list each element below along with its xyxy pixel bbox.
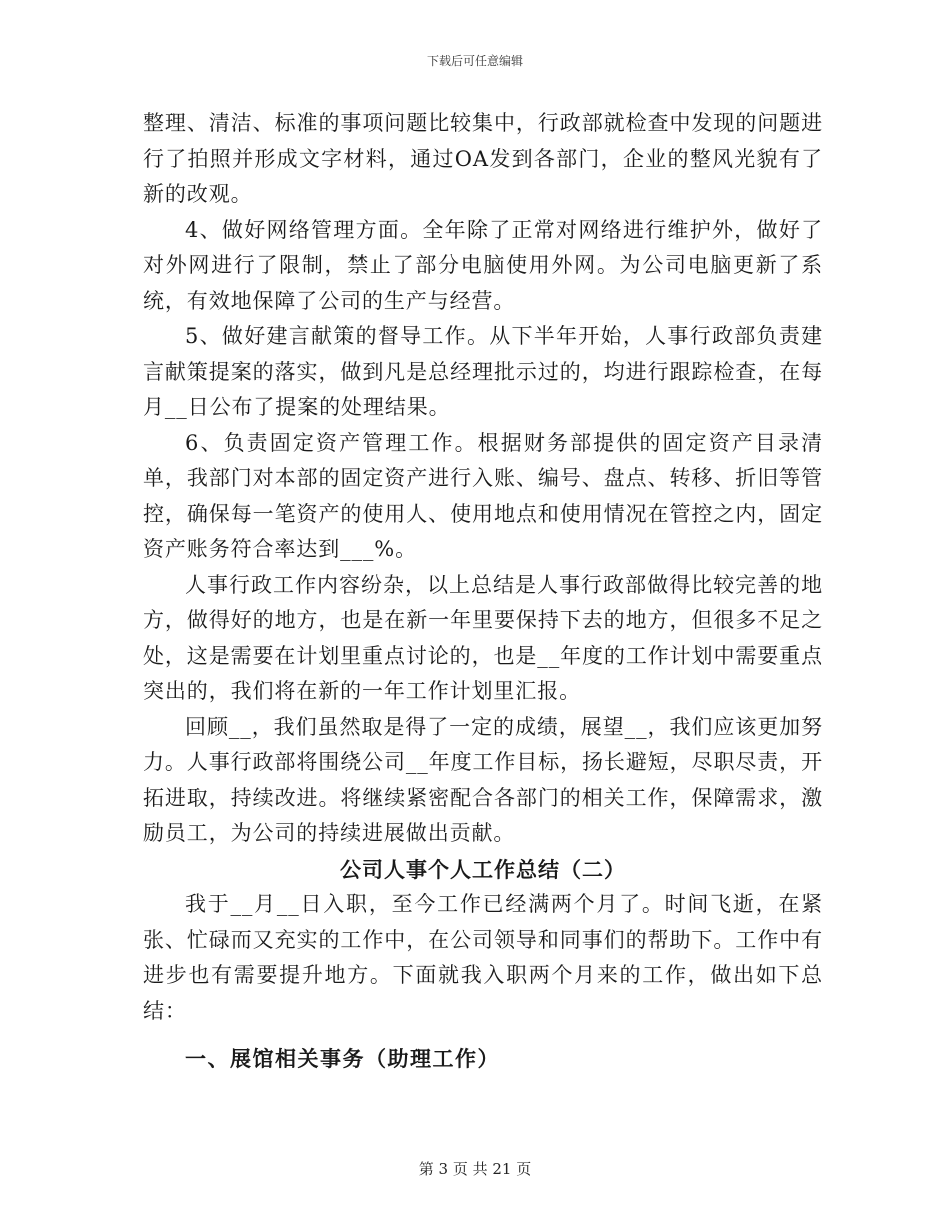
paragraph-item-5: 5、做好建言献策的督导工作。从下半年开始，人事行政部负责建言献策提案的落实，做到凡是总经理批示过的，均进行跟踪检查，在每月__日公布了提案的处理结果。 xyxy=(143,324,823,419)
paragraph-review: 回顾__，我们虽然取是得了一定的成绩，展望__，我们应该更加努力。人事行政部将围绕公司__年度工作目标，扬长避短，尽职尽责，开拓进取，持续改进。将继续紧密配合各部门的相关工作，保障需求，激励员工，为公司的持续进展做出贡献。 xyxy=(143,714,823,845)
subheading: 一、展馆相关事务（助理工作） xyxy=(185,1046,500,1071)
paragraph-continuation: 整理、清洁、标准的事项问题比较集中，行政部就检查中发现的问题进行了拍照并形成文字材料，通过OA发到各部门，企业的整风光貌有了新的改观。 xyxy=(143,111,823,206)
page-header: 下载后可任意编辑 xyxy=(426,54,523,68)
paragraph-item-6: 6、负责固定资产管理工作。根据财务部提供的固定资产目录清单，我部门对本部的固定资产进行入账、编号、盘点、转移、折旧等管控，确保每一笔资产的使用人、使用地点和使用情况在管控之内，固定资产账务符合率达到___%。 xyxy=(143,430,823,561)
paragraph-item-4: 4、做好网络管理方面。全年除了正常对网络进行维护外，做好了对外网进行了限制，禁止了部分电脑使用外网。为公司电脑更新了系统，有效地保障了公司的生产与经营。 xyxy=(143,217,823,313)
document-body xyxy=(143,106,823,1077)
page-footer: 第 3 页 共 21 页 xyxy=(418,1160,532,1178)
paragraph-summary: 人事行政工作内容纷杂，以上总结是人事行政部做得比较完善的地方，做得好的地方，也是在新一年里要保持下去的地方，但很多不足之处，这是需要在计划里重点讨论的，也是__年度的工作计划中需要重点突出的，我们将在新的一年工作计划里汇报。 xyxy=(143,572,823,703)
paragraph-intro: 我于__月__日入职，至今工作已经满两个月了。时间飞逝，在紧张、忙碌而又充实的工作中，在公司领导和同事们的帮助下。工作中有进步也有需要提升地方。下面就我入职两个月来的工作，做出如下总结： xyxy=(143,892,823,1023)
section-title: 公司人事个人工作总结（二） xyxy=(340,856,626,882)
